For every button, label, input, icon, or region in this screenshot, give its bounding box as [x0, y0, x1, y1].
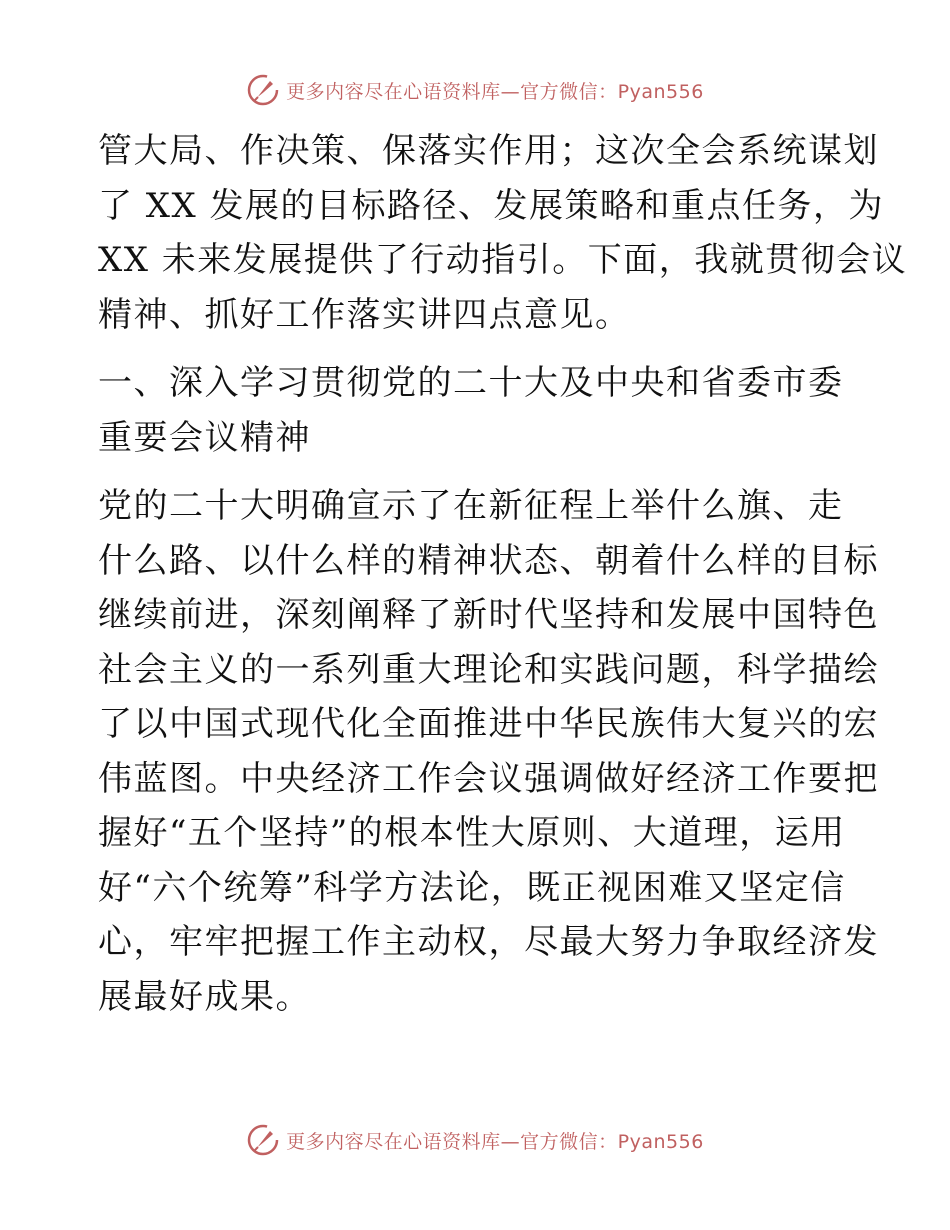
text-line: 党的二十大明确宣示了在新征程上举什么旗、走 [98, 486, 844, 526]
paragraph-2 [98, 479, 879, 1024]
text-line: 伟蓝图。中央经济工作会议强调做好经济工作要把 [98, 758, 879, 799]
text-line: 握好“五个坚持”的根本性大原则、大道理，运用 [98, 813, 846, 853]
text-line: 好“六个统筹”科学方法论，既正视困难又坚定信 [98, 867, 846, 908]
feather-pen-logo-icon [246, 73, 280, 107]
heading-line: 一、深入学习贯彻党的二十大及中央和省委市委 [98, 363, 844, 403]
text-line: 社会主义的一系列重大理论和实践问题，科学描绘 [98, 649, 879, 690]
text-line: 精神、抓好工作落实讲四点意见。 [98, 294, 631, 335]
header-watermark-text: 更多内容尽在心语资料库—官方微信：Pyan556 [286, 80, 704, 103]
section-heading-1 [98, 356, 868, 465]
footer-watermark-text: 更多内容尽在心语资料库—官方微信：Pyan556 [286, 1130, 704, 1153]
heading-line: 重要会议精神 [98, 417, 311, 458]
text-line: 心，牢牢把握工作主动权，尽最大努力争取经济发 [98, 922, 879, 962]
text-line: 继续前进，深刻阐释了新时代坚持和发展中国特色 [98, 595, 879, 635]
text-line: 了以中国式现代化全面推进中华民族伟大复兴的宏 [98, 704, 879, 744]
feather-pen-logo-icon [246, 1123, 280, 1157]
footer-watermark [0, 1120, 950, 1160]
text-line: 展最好成果。 [98, 976, 311, 1017]
document-body [98, 124, 908, 1024]
text-line: 什么路、以什么样的精神状态、朝着什么样的目标 [98, 540, 879, 581]
text-line: XX 未来发展提供了行动指引。下面，我就贯彻会议 [98, 240, 908, 280]
text-line: 了 XX 发展的目标路径、发展策略和重点任务，为 [98, 185, 885, 226]
text-line: 管大局、作决策、保落实作用；这次全会系统谋划 [98, 131, 879, 171]
paragraph-1 [98, 124, 908, 342]
header-watermark [0, 70, 950, 110]
